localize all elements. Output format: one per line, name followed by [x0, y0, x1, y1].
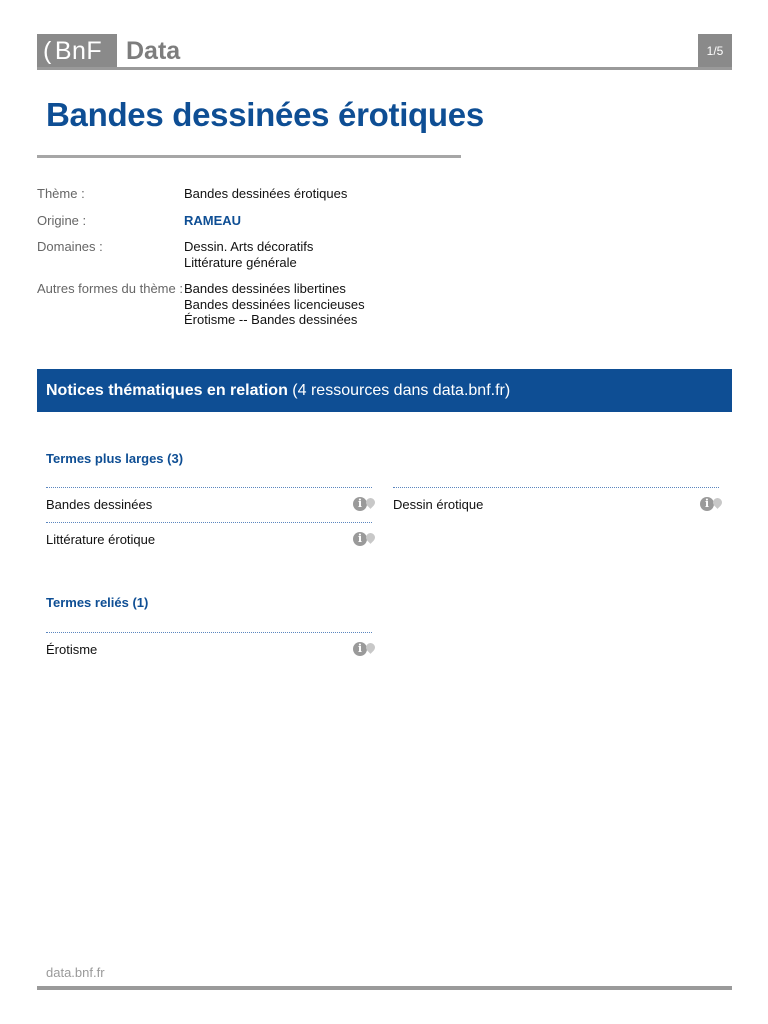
meta-row-domains	[37, 239, 365, 270]
meta-label-domains: Domaines :	[37, 239, 103, 254]
meta-value-domain: Littérature générale	[184, 254, 297, 270]
related-notices-header	[37, 369, 732, 412]
meta-label-origin: Origine :	[37, 212, 87, 228]
broader-terms-title: Termes plus larges (3)	[46, 451, 184, 466]
section-title: Notices thématiques en relation	[46, 382, 288, 399]
info-icon[interactable]: i	[353, 532, 367, 546]
term-link[interactable]: Littérature érotique	[46, 532, 156, 547]
page-header	[37, 34, 732, 70]
related-terms-title: Termes reliés (1)	[46, 595, 149, 610]
info-icon[interactable]: i	[353, 642, 367, 656]
broader-term-item[interactable]	[393, 487, 719, 521]
term-link[interactable]: Bandes dessinées	[46, 497, 153, 512]
meta-value-theme: Bandes dessinées érotiques	[184, 186, 348, 201]
meta-label-other-forms: Autres formes du thème :	[37, 281, 183, 296]
term-link[interactable]: Dessin érotique	[393, 497, 484, 512]
theme-metadata	[37, 186, 365, 339]
logo-text: BnF	[54, 37, 103, 65]
footer-site[interactable]: data.bnf.fr	[46, 965, 105, 980]
meta-row-origin	[37, 213, 365, 229]
bnf-logo[interactable]	[37, 34, 117, 68]
footer-divider	[37, 986, 732, 990]
meta-row-other-forms	[37, 281, 365, 328]
brand-label: Data	[126, 37, 181, 65]
logo-paren: (	[43, 37, 52, 65]
broader-term-item[interactable]	[46, 487, 372, 521]
meta-value-other-form: Érotisme -- Bandes dessinées	[184, 312, 358, 327]
term-link[interactable]: Érotisme	[46, 642, 98, 657]
related-term-item[interactable]	[46, 632, 372, 666]
info-icon[interactable]: i	[700, 497, 714, 511]
header-divider	[37, 67, 732, 70]
section-count: (4 ressources dans data.bnf.fr)	[292, 382, 511, 399]
info-icon[interactable]: i	[353, 497, 367, 511]
meta-value-other-form: Bandes dessinées licencieuses	[184, 296, 365, 312]
page-number: 1/5	[698, 34, 732, 68]
meta-value-origin-link[interactable]: RAMEAU	[184, 212, 242, 228]
meta-label-theme: Thème :	[37, 186, 85, 201]
meta-value-domain: Dessin. Arts décoratifs	[184, 239, 314, 254]
meta-row-theme	[37, 186, 365, 202]
page-title: Bandes dessinées érotiques	[46, 96, 484, 133]
meta-value-other-form: Bandes dessinées libertines	[184, 281, 346, 296]
broader-term-item[interactable]	[46, 522, 372, 556]
title-divider	[37, 155, 461, 158]
